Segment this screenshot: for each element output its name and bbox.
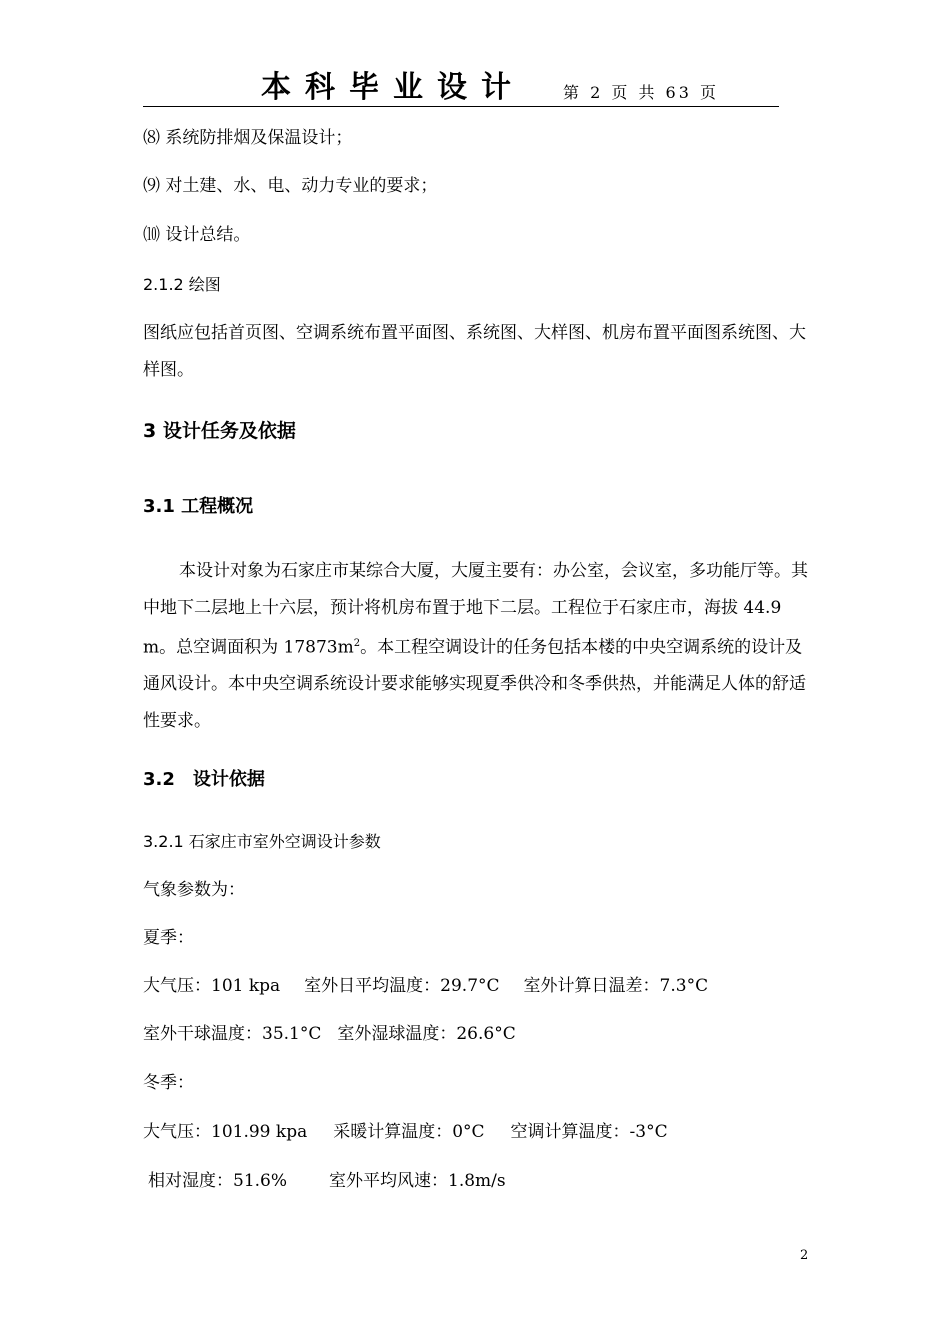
overview-text-rest: 。本工程空调设计的任务包括本楼的中央空调系统的设计及通风设计。本中央空调系统设计要求能够实现夏季供冷和冬季供热，并能满足人体的舒适性要求。 bbox=[143, 637, 806, 731]
list-item-9: ⑼ 对土建、水、电、动力专业的要求； bbox=[143, 176, 438, 196]
summer-pressure: 大气压：101 kpa bbox=[143, 976, 281, 996]
heading-section-3: 3 设计任务及依据 bbox=[143, 420, 296, 442]
page-number: 2 bbox=[800, 1248, 809, 1263]
heading-3-2: 3.2 设计依据 bbox=[143, 769, 265, 790]
area-unit-superscript: 2 bbox=[353, 638, 361, 649]
summer-daily-avg-temp: 室外日平均温度：29.7°C bbox=[304, 976, 500, 996]
header-title: 本科毕业设计 bbox=[261, 70, 525, 105]
summer-params-row-1 bbox=[143, 976, 708, 996]
winter-params-row-2 bbox=[148, 1171, 506, 1191]
winter-relative-humidity: 相对湿度：51.6% bbox=[148, 1171, 288, 1191]
summer-label: 夏季： bbox=[143, 928, 194, 948]
paragraph-drawings: 图纸应包括首页图、空调系统布置平面图、系统图、大样图、机房布置平面图系统图、大样图。 bbox=[143, 323, 806, 380]
winter-label: 冬季： bbox=[143, 1073, 194, 1093]
winter-pressure: 大气压：101.99 kpa bbox=[143, 1122, 308, 1142]
winter-avg-wind-speed: 室外平均风速：1.8m/s bbox=[329, 1171, 506, 1191]
winter-ac-temp: 空调计算温度：-3°C bbox=[510, 1122, 668, 1142]
header-page-info: 第 2 页 共 63 页 bbox=[563, 83, 719, 102]
page-header bbox=[143, 70, 779, 107]
weather-params-intro: 气象参数为： bbox=[143, 880, 245, 900]
summer-daily-temp-range: 室外计算日温差：7.3°C bbox=[523, 976, 709, 996]
heading-3-2-1: 3.2.1 石家庄市室外空调设计参数 bbox=[143, 832, 381, 851]
summer-dry-bulb-temp: 室外干球温度：35.1°C bbox=[143, 1024, 322, 1044]
summer-params-row-2 bbox=[143, 1024, 516, 1044]
list-item-8: ⑻ 系统防排烟及保温设计； bbox=[143, 128, 353, 148]
overview-text-main: 本设计对象为石家庄市某综合大厦，大厦主要有：办公室，会议室，多功能厅等。其中地下二层地上十六层，预计将机房布置于地下二层。工程位于石家庄市，海拔 44.9 m。总空调面积为 17873m bbox=[143, 561, 808, 658]
winter-params-row-1 bbox=[143, 1122, 668, 1142]
heading-3-1: 3.1 工程概况 bbox=[143, 496, 254, 517]
paragraph-project-overview bbox=[143, 553, 808, 739]
winter-heating-temp: 采暖计算温度：0°C bbox=[333, 1122, 485, 1142]
list-item-10: ⑽ 设计总结。 bbox=[143, 225, 251, 245]
heading-2-1-2: 2.1.2 绘图 bbox=[143, 275, 221, 294]
summer-wet-bulb-temp: 室外湿球温度：26.6°C bbox=[337, 1024, 516, 1044]
